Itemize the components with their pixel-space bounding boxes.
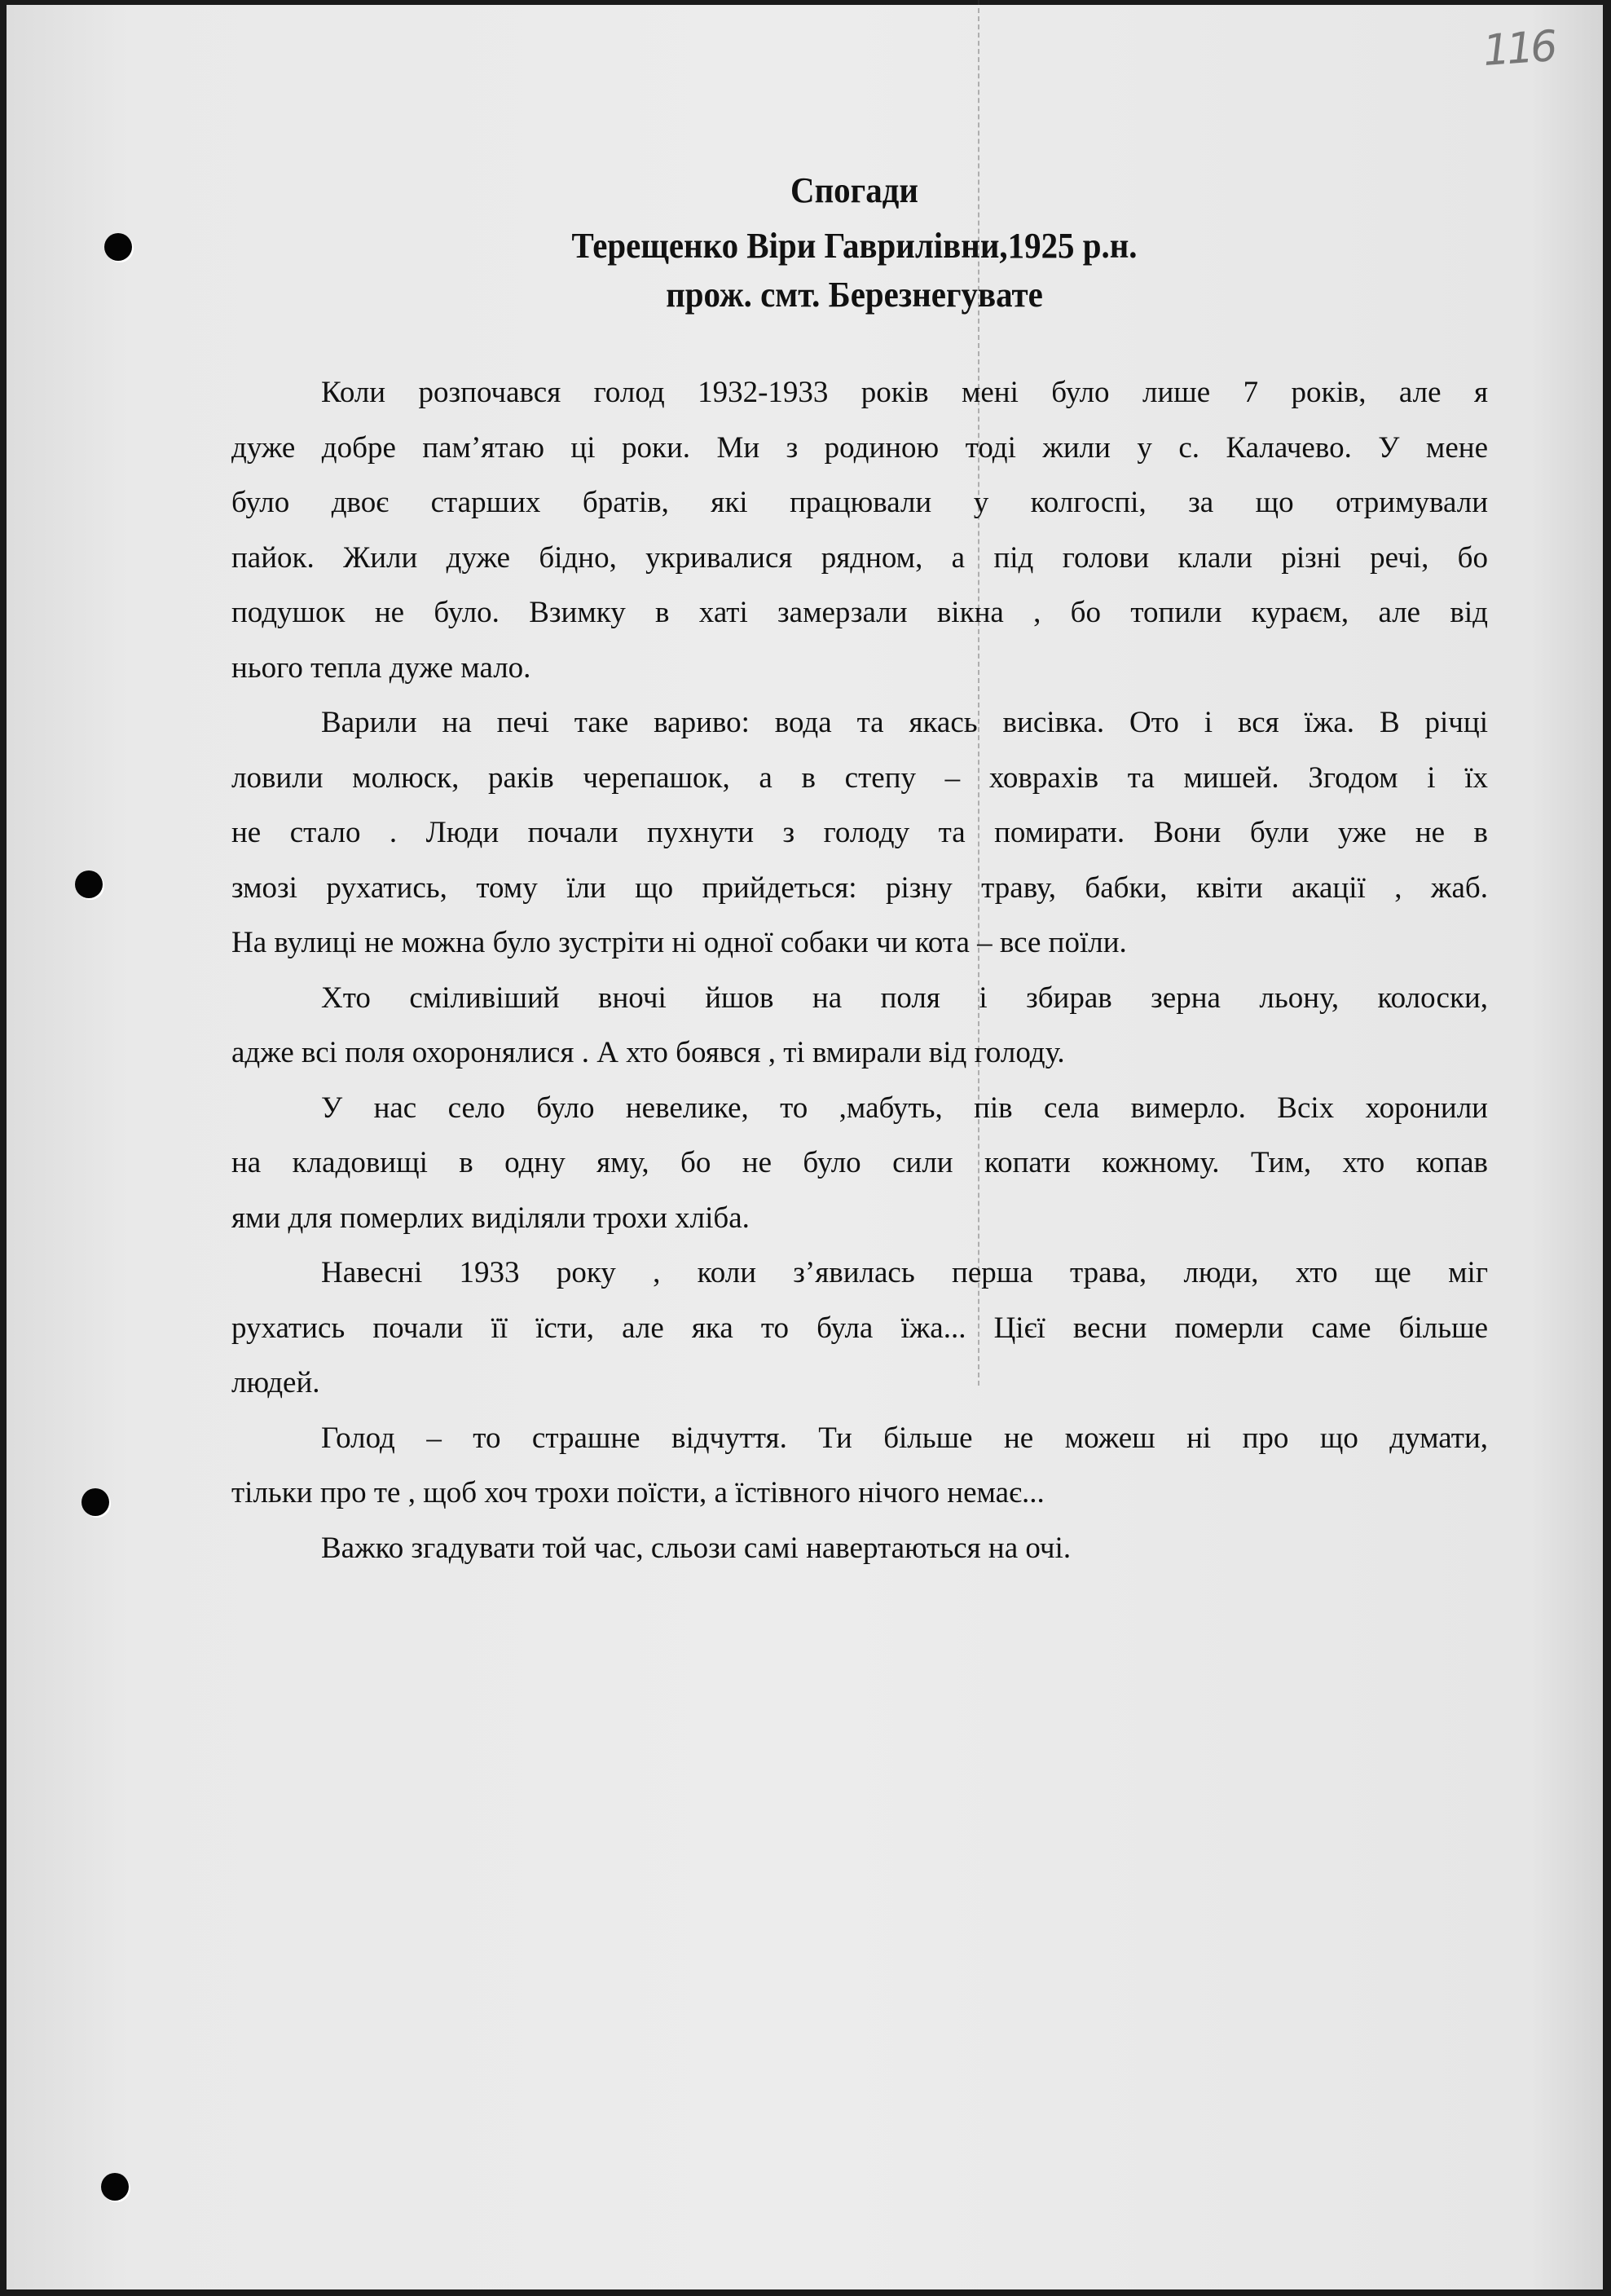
text-line: Хто сміливіший вночі йшов на поля і збирав зерна льону, колоски, bbox=[321, 981, 1488, 1015]
memoir-body bbox=[231, 365, 1488, 1575]
text-line: змозі рухатись, тому їли що прийдеться: різну траву, бабки, квіти акації , жаб. bbox=[231, 870, 1488, 905]
text-line: Варили на печі таке вариво: вода та якась висівка. Ото і вся їжа. В річці bbox=[321, 706, 1488, 739]
text-line: пайок. Жили дуже бідно, укривалися рядном, а під голови клали різні речі, бо bbox=[231, 540, 1488, 575]
text-line: було двоє старших братів, які працювали у колгоспі, за що отримували bbox=[231, 486, 1488, 519]
text-line: Важко згадувати той час, сльози самі навертаються на очі. bbox=[321, 1531, 1072, 1565]
text-line: У нас село було невелике, то ,мабуть, пів села вимерло. Всіх хоронили bbox=[321, 1091, 1488, 1125]
text-line: адже всі поля охоронялися . А хто боявся , ті вмирали від голоду. bbox=[231, 1036, 1065, 1069]
scan-border-bottom bbox=[0, 2289, 1611, 2296]
paragraph bbox=[231, 1411, 1488, 1521]
text-line: на кладовищі в одну яму, бо не було сили копати кожному. Тим, хто копав bbox=[231, 1146, 1488, 1179]
text-line: рухатись почали її їсти, але яка то була їжа... Цієї весни померли саме більше bbox=[231, 1311, 1488, 1345]
text-line: нього тепла дуже мало. bbox=[231, 650, 531, 685]
paragraph bbox=[231, 971, 1488, 1081]
paragraph bbox=[231, 695, 1488, 971]
text-line: людей. bbox=[231, 1366, 320, 1399]
paragraph bbox=[231, 365, 1488, 695]
text-line: На вулиці не можна було зустріти ні одної собаки чи кота – все поїли. bbox=[231, 926, 1127, 959]
text-line: Навесні 1933 року , коли з’явилась перша трава, люди, хто ще міг bbox=[321, 1256, 1488, 1289]
text-line: ями для померлих виділяли трохи хліба. bbox=[231, 1201, 750, 1235]
document-title: Спогади bbox=[790, 170, 918, 210]
page-number: 116 bbox=[1481, 22, 1556, 76]
paragraph bbox=[231, 1521, 1488, 1576]
text-line: не стало . Люди почали пухнути з голоду та помирати. Вони були уже не в bbox=[231, 816, 1488, 849]
scan-border-left bbox=[0, 0, 7, 2296]
punch-hole bbox=[101, 2173, 129, 2201]
text-line: ловили молюск, раків черепашок, а в степу – ховрахів та мишей. Згодом і їх bbox=[231, 760, 1488, 795]
text-line: подушок не було. Взимку в хаті замерзали вікна , бо топили кураєм, але від bbox=[231, 596, 1488, 629]
text-line: дуже добре пам’ятаю ці роки. Ми з родиною тоді жили у с. Калачево. У мене bbox=[231, 430, 1488, 465]
paragraph bbox=[231, 1081, 1488, 1246]
paragraph bbox=[231, 1245, 1488, 1411]
scan-border-right bbox=[1603, 0, 1611, 2296]
punch-hole bbox=[81, 1488, 109, 1516]
text-line: Коли розпочався голод 1932-1933 років мені було лише 7 років, але я bbox=[321, 376, 1488, 409]
text-line: Голод – то страшне відчуття. Ти більше не можеш ні про що думати, bbox=[321, 1421, 1488, 1455]
punch-hole bbox=[75, 870, 103, 898]
residence-line: прож. смт. Березнегувате bbox=[666, 275, 1043, 315]
author-line: Терещенко Віри Гаврилівни,1925 р.н. bbox=[571, 226, 1138, 266]
scan-border-top bbox=[0, 0, 1611, 5]
text-line: тільки про те , щоб хоч трохи поїсти, а їстівного нічого немає... bbox=[231, 1476, 1045, 1509]
